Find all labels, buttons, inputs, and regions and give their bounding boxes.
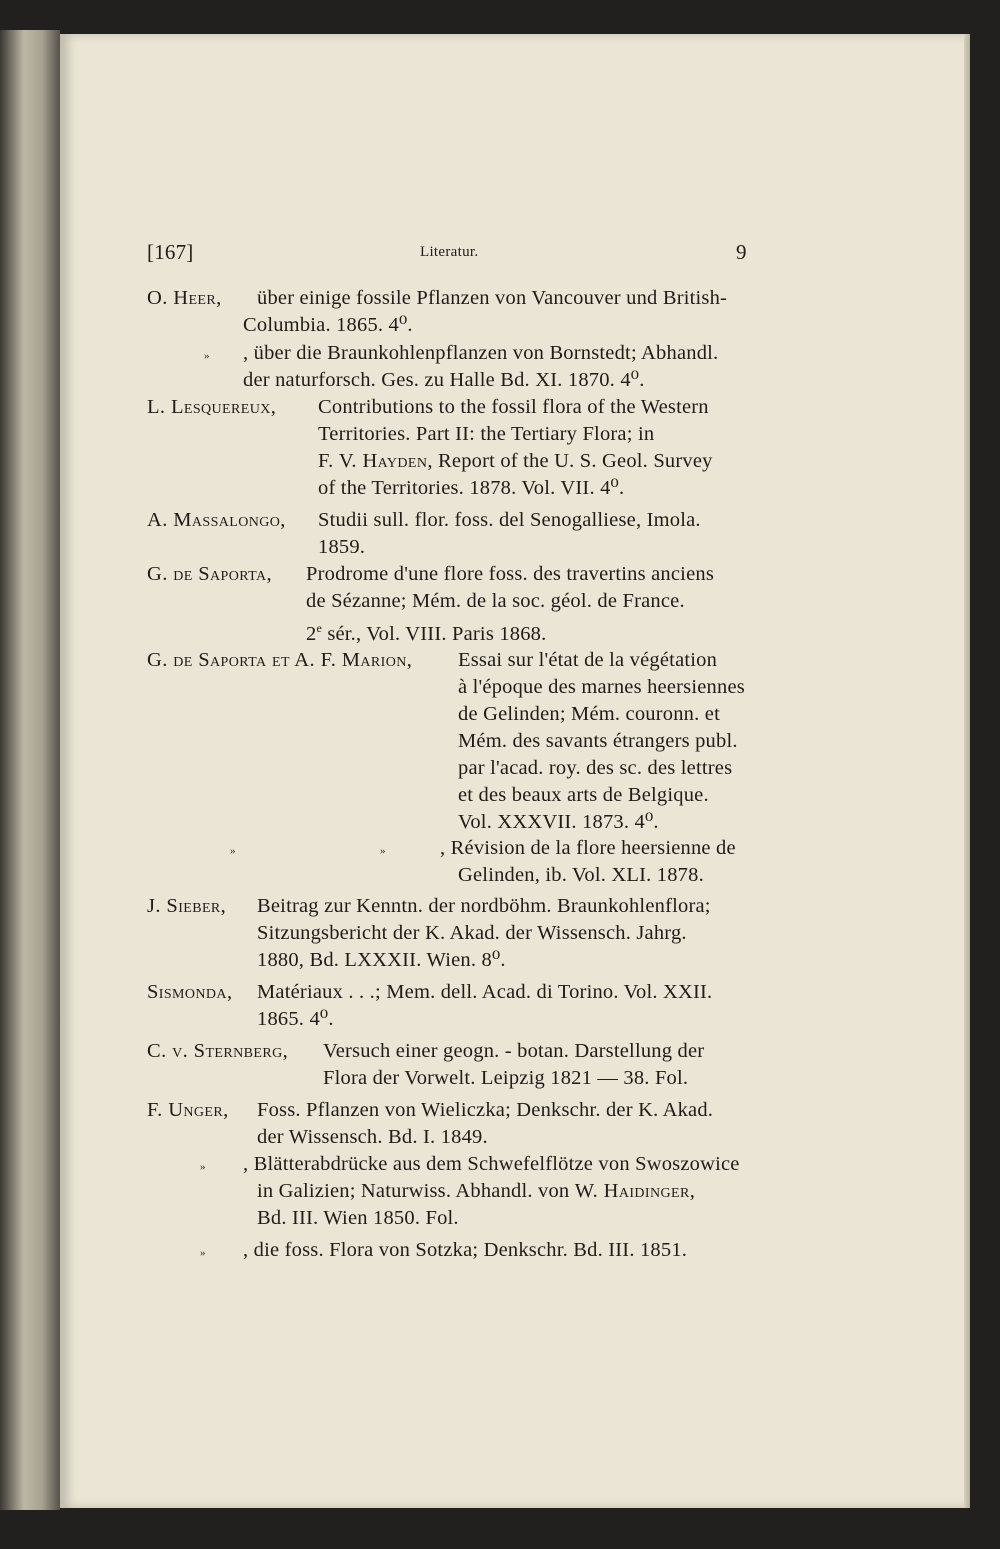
entry-line: Flora der Vorwelt. Leipzig 1821 — 38. Fol.	[323, 1067, 689, 1089]
entry-line: Contributions to the fossil flora of the Western	[318, 396, 709, 418]
entry-line: Territories. Part II: the Tertiary Flora; in	[318, 423, 655, 445]
entry-line: de Gelinden; Mém. couronn. et	[458, 703, 720, 725]
entry-line: , Révision de la flore heersienne de	[440, 837, 736, 859]
entry-line: Vol. XXXVII. 1873. 4⁰.	[458, 811, 659, 833]
entry-author: Sismonda,	[147, 981, 233, 1003]
entry-line: Bd. III. Wien 1850. Fol.	[257, 1207, 459, 1229]
entry-line: 2e sér., Vol. VIII. Paris 1868.	[306, 621, 547, 645]
entry-line: à l'époque des marnes heersiennes	[458, 676, 745, 698]
entry-line: de Sézanne; Mém. de la soc. géol. de France.	[306, 590, 685, 612]
entry-author: J. Sieber,	[147, 895, 227, 917]
page-number: 9	[736, 240, 747, 264]
book-gutter	[0, 30, 60, 1510]
entry-line: et des beaux arts de Belgique.	[458, 784, 709, 806]
entry-line: Foss. Pflanzen von Wieliczka; Denkschr. der K. Akad.	[257, 1099, 714, 1121]
entry-line: der naturforsch. Ges. zu Halle Bd. XI. 1870. 4⁰.	[243, 369, 645, 391]
entry-author: C. v. Sternberg,	[147, 1040, 289, 1062]
entry-line: Essai sur l'état de la végétation	[458, 649, 718, 671]
entry-author: L. Lesquereux,	[147, 396, 277, 418]
entry-line: , Blätterabdrücke aus dem Schwefelflötze von Swoszowice	[243, 1153, 740, 1175]
ditto-mark: »	[230, 845, 236, 857]
entry-line: Prodrome d'une flore foss. des travertins anciens	[306, 563, 715, 585]
entry-author: A. Massalongo,	[147, 509, 286, 531]
entry-line: in Galizien; Naturwiss. Abhandl. von W. Haidinger,	[257, 1180, 696, 1202]
entry-line: par l'acad. roy. des sc. des lettres	[458, 757, 733, 779]
entry-line: Beitrag zur Kenntn. der nordböhm. Braunkohlenflora;	[257, 895, 711, 917]
entry-author: G. de Saporta,	[147, 563, 273, 585]
page-header-left: [167]	[147, 240, 194, 264]
entry-line: Gelinden, ib. Vol. XLI. 1878.	[458, 864, 704, 886]
entry-line: of the Territories. 1878. Vol. VII. 4⁰.	[318, 477, 625, 499]
entry-line: , die foss. Flora von Sotzka; Denkschr. Bd. III. 1851.	[243, 1239, 688, 1261]
ditto-mark: »	[200, 1161, 206, 1173]
entry-line: 1859.	[318, 536, 366, 558]
entry-author: F. Unger,	[147, 1099, 229, 1121]
entry-line: 1865. 4⁰.	[257, 1008, 334, 1030]
ditto-mark: »	[380, 845, 386, 857]
entry-line: Matériaux . . .; Mem. dell. Acad. di Torino. Vol. XXII.	[257, 981, 713, 1003]
ditto-mark: »	[200, 1247, 206, 1259]
entry-line: Sitzungsbericht der K. Akad. der Wissensch. Jahrg.	[257, 922, 687, 944]
entry-line: Columbia. 1865. 4⁰.	[243, 314, 413, 336]
entry-line: Versuch einer geogn. - botan. Darstellung der	[323, 1040, 705, 1062]
entry-line: Studii sull. flor. foss. del Senogalliese, Imola.	[318, 509, 701, 531]
entry-line: F. V. Hayden, Report of the U. S. Geol. Survey	[318, 450, 713, 472]
entry-line: über einige fossile Pflanzen von Vancouver und British-	[257, 287, 728, 309]
running-title: Literatur.	[420, 244, 479, 260]
entry-author: G. de Saporta et A. F. Marion,	[147, 649, 413, 671]
entry-line: , über die Braunkohlenpflanzen von Bornstedt; Abhandl.	[243, 342, 719, 364]
entry-line: der Wissensch. Bd. I. 1849.	[257, 1126, 488, 1148]
entry-author: O. Heer,	[147, 287, 222, 309]
entry-line: 1880, Bd. LXXXII. Wien. 8⁰.	[257, 949, 506, 971]
entry-line: Mém. des savants étrangers publ.	[458, 730, 738, 752]
ditto-mark: »	[204, 350, 210, 362]
